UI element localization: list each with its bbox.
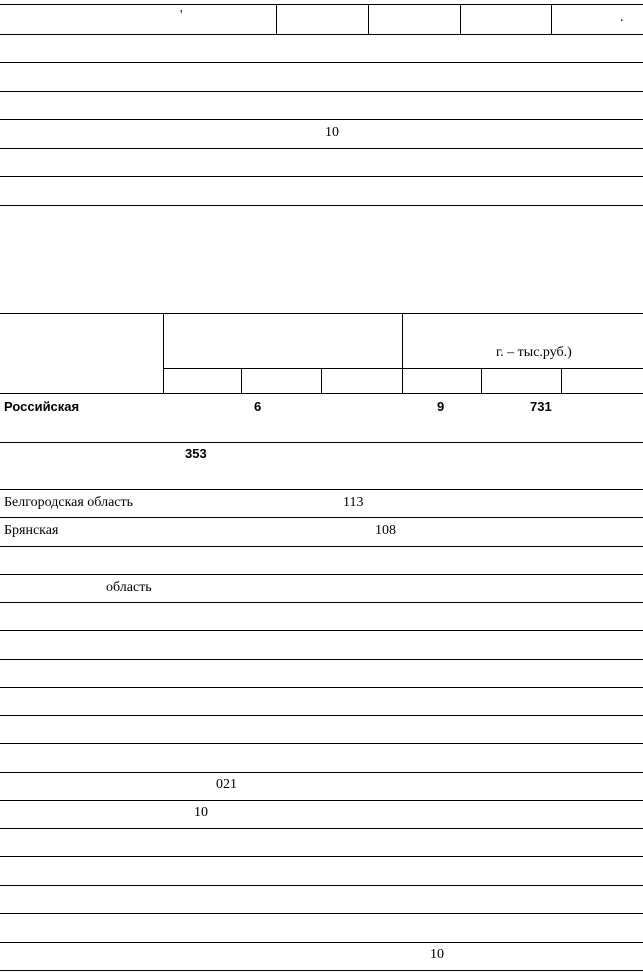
- row-label: Брянская: [4, 523, 59, 538]
- top-header-divider: [460, 4, 461, 34]
- row-value: 021: [216, 777, 237, 792]
- row-border: [0, 687, 643, 688]
- top-header-divider: [551, 4, 552, 34]
- row-label: Белгородская область: [4, 495, 134, 510]
- header-subline: [163, 368, 643, 369]
- header-divider: [241, 368, 242, 393]
- top-table-border: [0, 62, 643, 63]
- top-header-mark: .: [620, 10, 624, 25]
- top-header-divider: [368, 4, 369, 34]
- row-value: 731: [530, 399, 552, 414]
- header-divider: [481, 368, 482, 393]
- row-border: [0, 659, 643, 660]
- row-border: [0, 489, 643, 490]
- header-unit-note: г. – тыс.руб.): [496, 345, 572, 360]
- row-border: [0, 856, 643, 857]
- row-border: [0, 828, 643, 829]
- top-table-border: [0, 176, 643, 177]
- row-border: [0, 913, 643, 914]
- row-value: 9: [437, 399, 445, 414]
- row-border: [0, 885, 643, 886]
- row-border: [0, 715, 643, 716]
- bottom-table-border: [0, 393, 643, 394]
- top-table-border: [0, 148, 643, 149]
- row-border: [0, 517, 643, 518]
- top-header-divider: [276, 4, 277, 34]
- header-divider: [402, 313, 403, 393]
- header-divider: [561, 368, 562, 393]
- row-border: [0, 442, 643, 443]
- row-label: область: [106, 580, 152, 595]
- top-table-border: [0, 91, 643, 92]
- row-border: [0, 602, 643, 603]
- top-table-border: [0, 119, 643, 120]
- header-divider: [163, 313, 164, 393]
- row-border: [0, 970, 643, 971]
- top-header-mark: ': [180, 8, 183, 23]
- top-table-border: [0, 205, 643, 206]
- row-value: 6: [254, 399, 262, 414]
- row-value: 10: [194, 805, 208, 820]
- row-border: [0, 743, 643, 744]
- row-value: 10: [430, 947, 444, 962]
- row-value: 113: [343, 495, 364, 510]
- top-table-border: [0, 4, 643, 5]
- header-divider: [321, 368, 322, 393]
- row-label: Российская: [4, 399, 80, 414]
- bottom-table-border: [0, 313, 643, 314]
- row-border: [0, 772, 643, 773]
- row-value: 353: [185, 446, 207, 461]
- row-value: 108: [375, 523, 396, 538]
- row-border: [0, 546, 643, 547]
- row-border: [0, 574, 643, 575]
- row-border: [0, 800, 643, 801]
- row-border: [0, 942, 643, 943]
- top-table-border: [0, 34, 643, 35]
- row-border: [0, 630, 643, 631]
- top-row-value: 10: [325, 125, 339, 140]
